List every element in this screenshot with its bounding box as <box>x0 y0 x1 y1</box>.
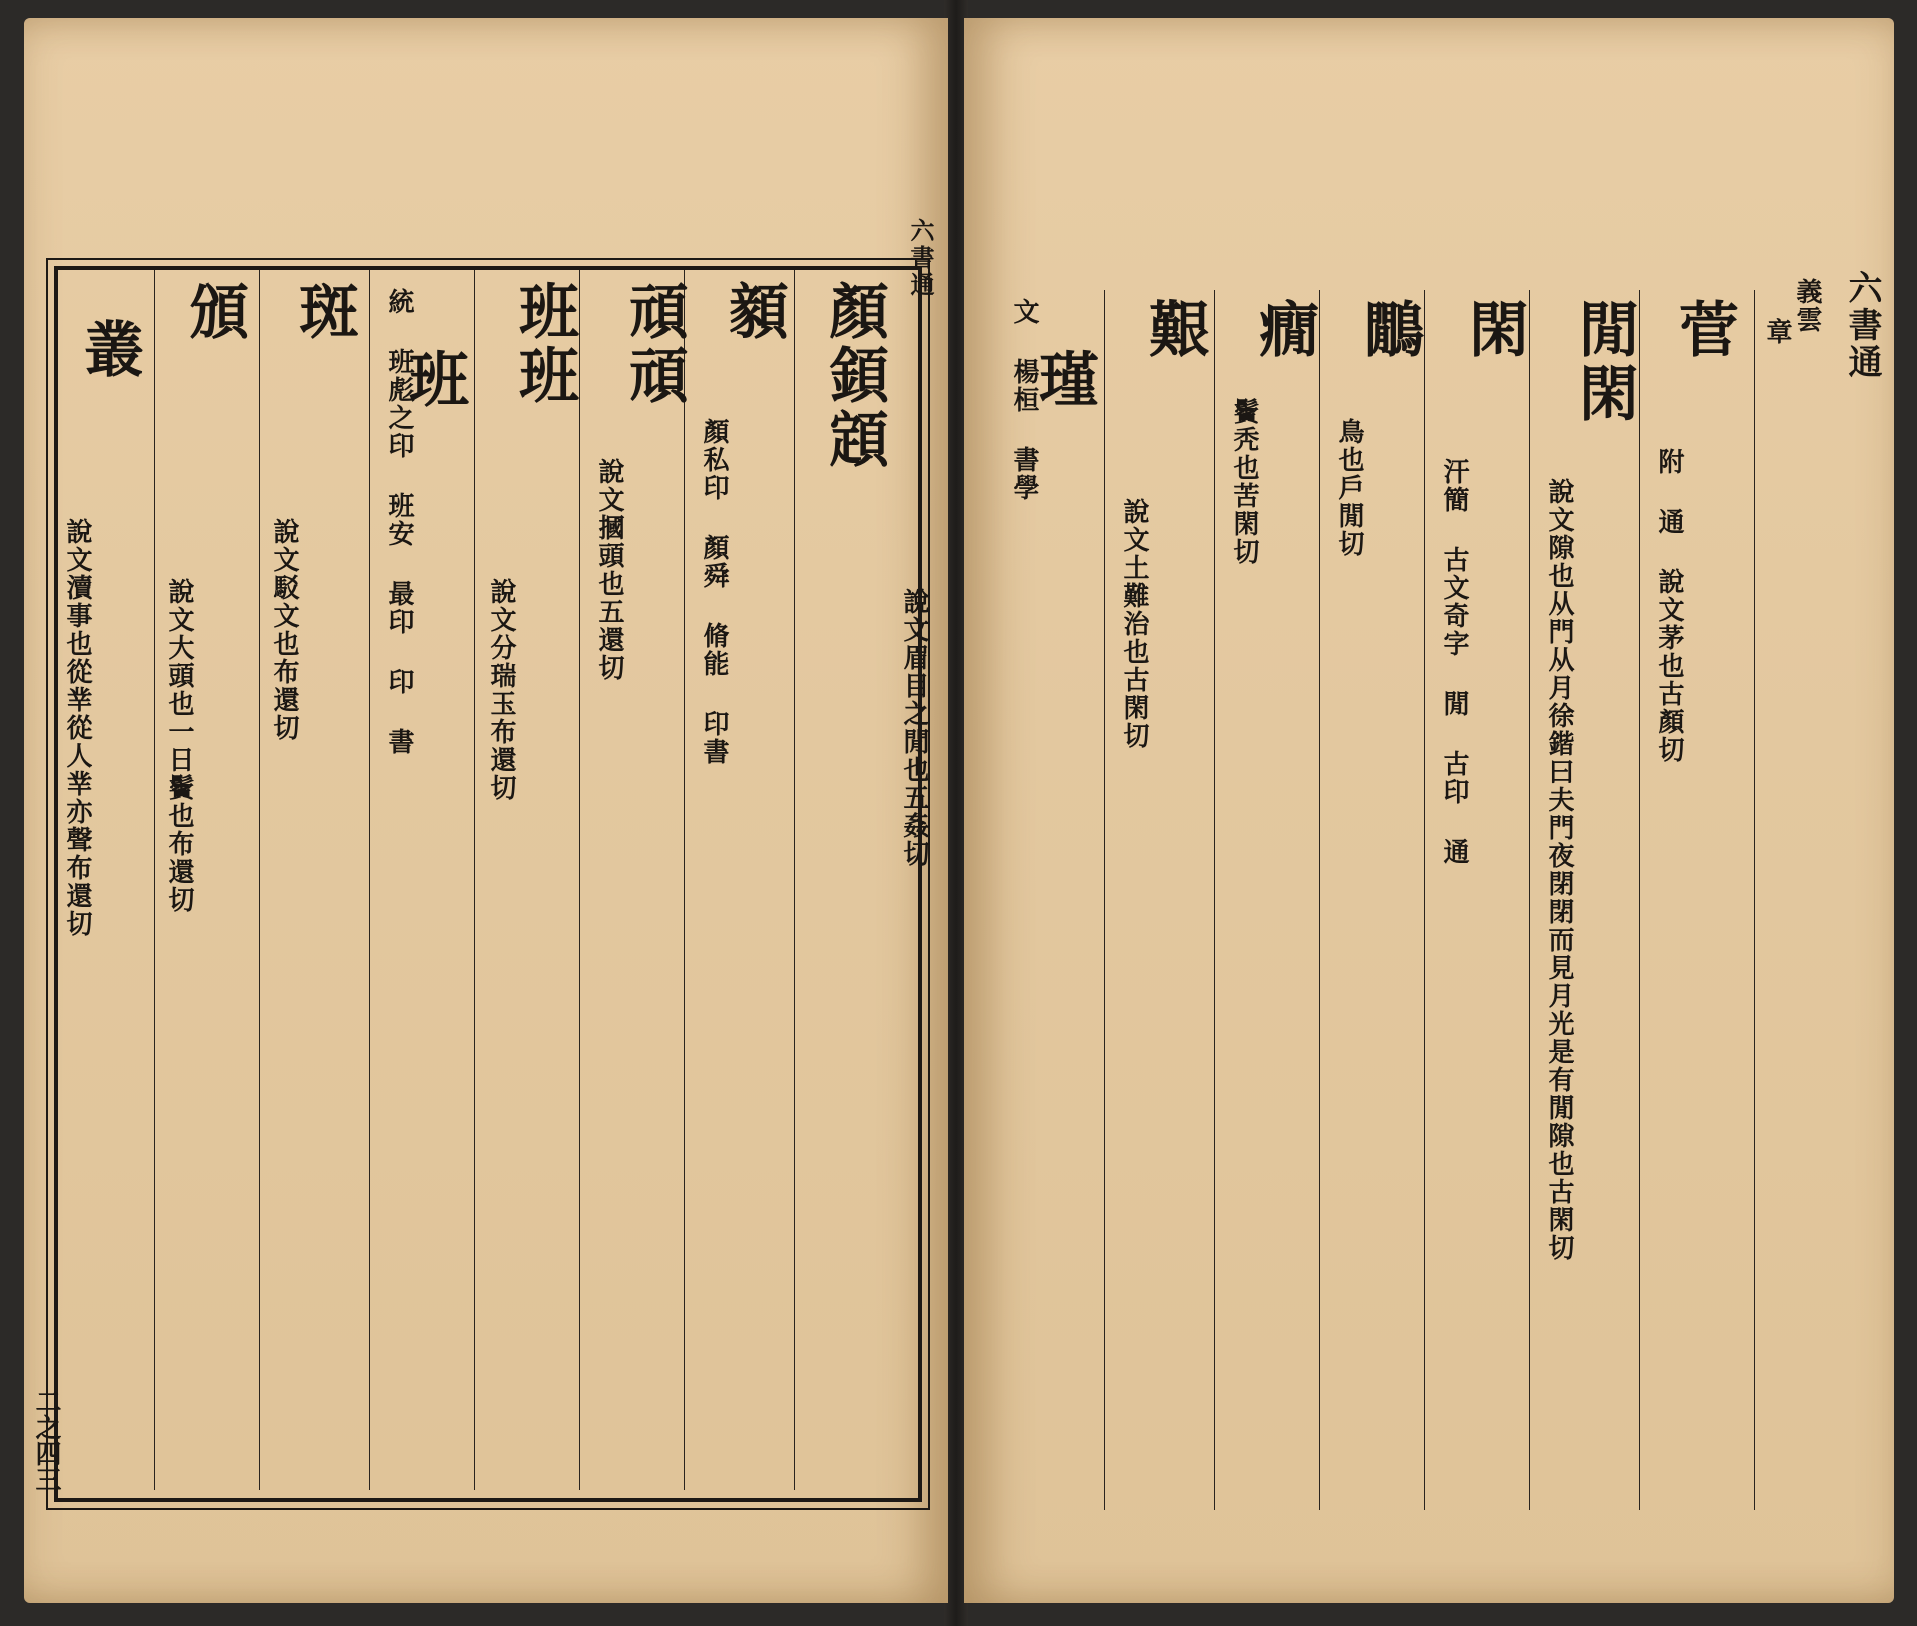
right-col-6-main: 艱 <box>1139 298 1209 362</box>
right-page <box>964 18 1894 1603</box>
left-col-1-main: 顏顉顁 <box>819 280 889 472</box>
right-col-1-notes: 附 通 說文茅也古顏切 <box>1654 448 1684 764</box>
column-divider <box>474 270 475 1490</box>
right-col-3-notes: 汗簡 古文奇字 閒 古印 通 <box>1439 458 1469 866</box>
column-divider <box>1104 290 1105 1510</box>
column-divider <box>1639 290 1640 1510</box>
column-divider <box>1424 290 1425 1510</box>
right-col-4-main: 鷳 <box>1354 298 1424 362</box>
right-col-4-notes: 鳥也戶閒切 <box>1334 418 1364 558</box>
left-col-3-main: 頑頑 <box>619 280 689 408</box>
right-col-6-notes: 說文土難治也古閑切 <box>1119 498 1149 750</box>
column-divider <box>794 270 795 1490</box>
column-divider <box>1319 290 1320 1510</box>
left-col-2-main: 顡 <box>719 280 789 344</box>
left-col-5-main: 班 <box>399 348 469 412</box>
margin-label: 六書通 <box>906 218 935 299</box>
column-divider <box>154 270 155 1490</box>
right-col-7-main: 瑾 <box>1029 348 1099 412</box>
left-col-1-notes: 說文眉目之閒也五姦切 <box>899 588 929 868</box>
column-divider <box>1754 290 1755 1510</box>
column-divider <box>1529 290 1530 1510</box>
right-col-5-main: 癇 <box>1249 298 1319 362</box>
right-col-5-notes: 鬢秃也苦閑切 <box>1229 398 1259 566</box>
right-col-3-main: 閑 <box>1459 298 1529 362</box>
left-col-2-notes: 顏私印 顏舜 脩能 印書 <box>699 418 729 766</box>
left-col-4-notes: 說文分瑞玉布還切 <box>486 578 516 802</box>
column-divider <box>369 270 370 1490</box>
page-number: 二之四三 <box>31 1388 61 1492</box>
column-divider <box>684 270 685 1490</box>
left-col-5-notes: 統 班彪之印 班安 最印 印 書 <box>384 288 414 756</box>
right-col-7-notes: 文 楊桓 書學 <box>1009 298 1039 502</box>
column-divider <box>1214 290 1215 1510</box>
left-col-6-notes: 說文駁文也布還切 <box>269 518 299 742</box>
left-col-8-notes: 說文瀆事也從丵從人丵亦聲布還切 <box>62 518 92 938</box>
left-col-6-main: 斑 <box>289 280 359 344</box>
left-col-7-notes: 說文大頭也一日鬢也布還切 <box>164 578 194 914</box>
column-divider <box>579 270 580 1490</box>
left-col-8-main: 叢 <box>74 318 144 382</box>
book-title-header: 六書通 <box>1842 270 1882 381</box>
left-col-7-main: 頒 <box>179 280 249 344</box>
side-label-1: 義雲 <box>1792 278 1822 334</box>
right-col-2-notes: 說文隙也从門从月徐鍇曰夫門夜閉閉而見月光是有閒隙也古閑切 <box>1544 478 1574 1262</box>
column-divider <box>259 270 260 1490</box>
left-col-4-main: 班班 <box>509 280 579 408</box>
side-label-2: 章 <box>1762 318 1792 346</box>
right-col-1-main: 菅 <box>1669 298 1739 362</box>
left-page <box>24 18 948 1603</box>
right-col-2-main: 閒閑 <box>1569 298 1639 426</box>
left-col-3-notes: 說文摑頭也五還切 <box>594 458 624 682</box>
